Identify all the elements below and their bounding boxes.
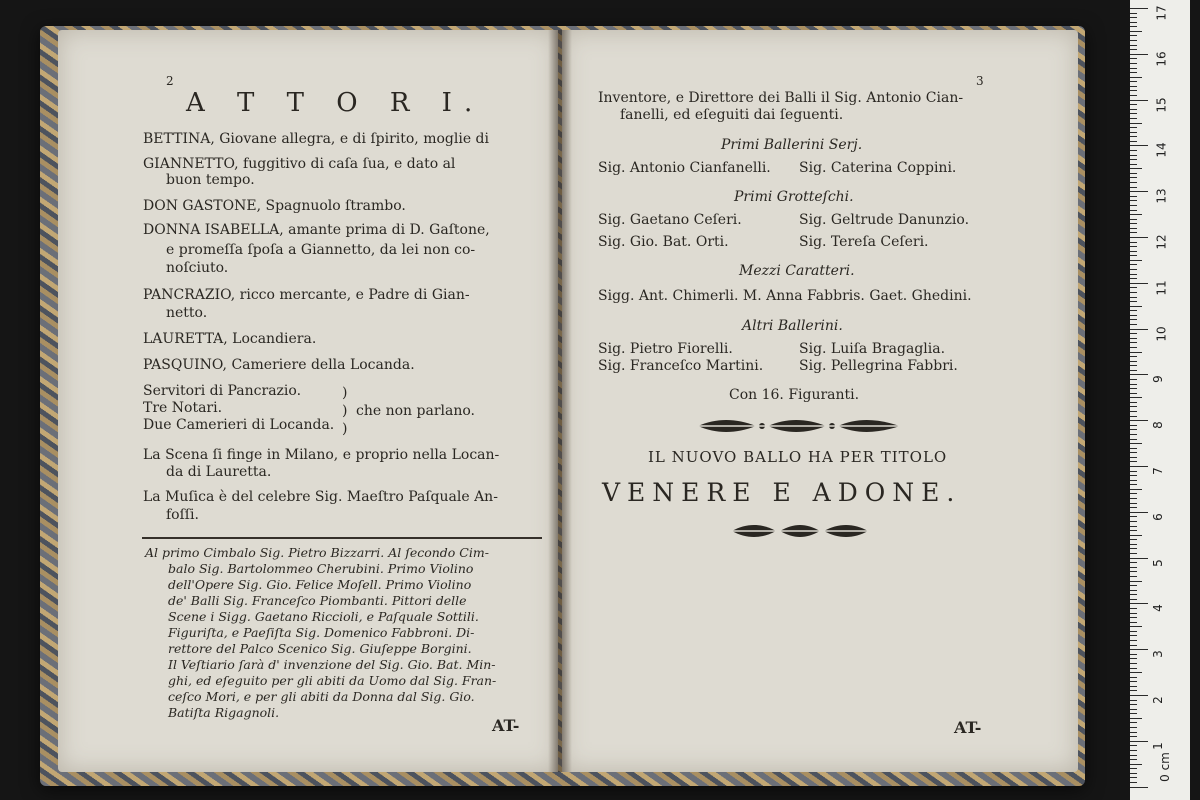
cast-line: LAURETTA, Locandiera. — [143, 331, 317, 347]
ruler-tick — [1130, 764, 1142, 765]
ruler-tick — [1130, 608, 1137, 609]
ruler-tick — [1130, 113, 1137, 114]
cast-line: PASQUINO, Cameriere della Locanda. — [143, 357, 415, 373]
ruler-tick — [1130, 782, 1137, 783]
ruler-tick — [1130, 242, 1137, 243]
ruler-tick — [1130, 668, 1137, 669]
left-page-number: 2 — [166, 74, 174, 88]
ruler-tick — [1130, 548, 1137, 549]
ruler-tick — [1130, 732, 1137, 733]
ruler-tick — [1130, 658, 1137, 659]
ruler-tick — [1130, 370, 1137, 371]
ruler-tick — [1130, 374, 1148, 375]
silent-role: Tre Notari. — [143, 400, 223, 416]
ruler-label: 8 — [1150, 421, 1165, 430]
ruler-tick — [1130, 603, 1148, 604]
separator-rule — [142, 537, 542, 539]
ruler-tick — [1130, 484, 1137, 485]
ruler-tick — [1130, 585, 1137, 586]
ruler-tick — [1130, 773, 1137, 774]
ruler-tick — [1130, 741, 1148, 742]
ruler-tick — [1130, 686, 1137, 687]
ruler-tick — [1130, 40, 1137, 41]
ruler-tick — [1130, 90, 1137, 91]
ruler-label: 17 — [1154, 5, 1169, 21]
ruler-tick — [1130, 77, 1142, 78]
ruler-tick — [1130, 338, 1137, 339]
ruler-tick — [1130, 443, 1142, 444]
credits-line: Figuriſta, e Paeſiſta Sig. Domenico Fabbroni. Di- — [168, 625, 475, 640]
ruler-tick — [1130, 164, 1137, 165]
ruler-tick — [1130, 429, 1137, 430]
bracket: ) — [342, 385, 348, 401]
ruler-tick — [1130, 489, 1142, 490]
ruler-tick — [1130, 45, 1137, 46]
ruler-tick — [1130, 700, 1137, 701]
ruler-label: 14 — [1154, 142, 1169, 159]
ruler-tick — [1130, 168, 1142, 169]
ruler-tick — [1130, 187, 1137, 188]
ruler-tick — [1130, 232, 1137, 233]
credits-line: dell'Opere Sig. Gio. Felice Moſell. Primo Violino — [168, 577, 472, 592]
credits-line: Il Veſtiario ſarà d' invenzione del Sig. Gio. Bat. Min- — [168, 657, 496, 672]
ruler-tick — [1130, 219, 1137, 220]
ruler-tick — [1130, 759, 1137, 760]
ruler-tick — [1130, 100, 1148, 101]
ruler-tick — [1130, 278, 1137, 279]
ruler-tick — [1130, 745, 1137, 746]
ruler-tick — [1130, 755, 1137, 756]
ruler-tick — [1130, 590, 1137, 591]
ruler-tick — [1130, 347, 1137, 348]
ruler-tick — [1130, 640, 1137, 641]
silent-role: Due Camerieri di Locanda. — [143, 417, 335, 433]
cast-line: PANCRAZIO, ricco mercante, e Padre di Gian- — [143, 287, 470, 303]
cast-line: DONNA ISABELLA, amante prima di D. Gaſtone, — [143, 222, 490, 238]
ruler-tick — [1130, 109, 1137, 110]
ruler-tick — [1130, 663, 1137, 664]
cast-line: noſciuto. — [166, 260, 229, 276]
credits-line: Batiſta Rigagnoli. — [168, 705, 280, 720]
credits-line: rettore del Palco Scenico Sig. Giuſeppe Borgini. — [168, 641, 472, 656]
ruler-tick — [1130, 292, 1137, 293]
ruler-tick — [1130, 26, 1137, 27]
cast-line: e promeſſa ſpoſa a Giannetto, da lei non co- — [166, 242, 476, 258]
right-page-number: 3 — [976, 74, 984, 88]
dancer-name: Sig. Caterina Coppini. — [799, 160, 957, 176]
ruler-tick — [1130, 411, 1137, 412]
ruler-tick — [1130, 54, 1148, 55]
ruler-tick — [1130, 361, 1137, 362]
ruler-tick — [1130, 695, 1148, 696]
ruler-tick — [1130, 329, 1148, 330]
ruler-tick — [1130, 493, 1137, 494]
ruler-tick — [1130, 104, 1137, 105]
ruler-tick — [1130, 58, 1137, 59]
ruler-tick — [1130, 558, 1148, 559]
floral-ornament-icon — [730, 521, 870, 541]
measuring-ruler — [1130, 0, 1190, 800]
right-catchword: AT- — [954, 718, 982, 737]
credits-line: Al primo Cimbalo Sig. Pietro Bizzarri. Al ſecondo Cim- — [145, 545, 489, 560]
ruler-tick — [1130, 654, 1137, 655]
ruler-tick — [1130, 251, 1137, 252]
ruler-tick — [1130, 132, 1137, 133]
ruler-tick — [1130, 562, 1137, 563]
ruler-tick — [1130, 81, 1137, 82]
ruler-tick — [1130, 452, 1137, 453]
ruler-tick — [1130, 594, 1137, 595]
ruler-tick — [1130, 35, 1137, 36]
ruler-tick — [1130, 356, 1137, 357]
ruler-tick — [1130, 475, 1137, 476]
ruler-tick — [1130, 768, 1137, 769]
ruler-tick — [1130, 530, 1137, 531]
ruler-tick — [1130, 617, 1137, 618]
ruler-tick — [1130, 365, 1137, 366]
section-heading: Primi Ballerini Serj. — [721, 137, 863, 153]
ruler-label: 16 — [1154, 51, 1169, 67]
cast-line: BETTINA, Giovane allegra, e di ſpirito, moglie di — [143, 131, 489, 147]
ruler-tick — [1130, 787, 1148, 788]
ruler-tick — [1130, 13, 1137, 14]
ruler-tick — [1130, 324, 1137, 325]
ruler-tick — [1130, 155, 1137, 156]
ruler-tick — [1130, 191, 1148, 192]
ruler-tick — [1130, 690, 1137, 691]
ruler-tick — [1130, 379, 1137, 380]
dancer-name: Sigg. Ant. Chimerli. M. Anna Fabbris. Gaet. Ghedini. — [598, 288, 972, 304]
ruler-tick — [1130, 310, 1137, 311]
ruler-tick — [1130, 521, 1137, 522]
music-line: La Muſica è del celebre Sig. Maeſtro Paſquale An- — [143, 489, 498, 505]
ruler-label: 10 — [1154, 325, 1169, 342]
ruler-tick — [1130, 439, 1137, 440]
ruler-tick — [1130, 315, 1137, 316]
left-catchword: AT- — [492, 716, 520, 735]
ruler-tick — [1130, 507, 1137, 508]
ruler-tick — [1130, 704, 1137, 705]
ruler-tick — [1130, 425, 1137, 426]
ruler-tick — [1130, 223, 1137, 224]
ruler-tick — [1130, 264, 1137, 265]
ruler-tick — [1130, 727, 1137, 728]
ruler-tick — [1130, 255, 1137, 256]
ruler-tick — [1130, 722, 1137, 723]
ruler-tick — [1130, 539, 1137, 540]
ruler-tick — [1130, 17, 1137, 18]
ballet-title: VENERE E ADONE. — [602, 478, 962, 507]
ruler-label: 2 — [1150, 696, 1165, 704]
ruler-label: 4 — [1150, 604, 1165, 613]
intro-line: fanelli, ed eſeguiti dai ſeguenti. — [620, 107, 844, 123]
ruler-tick — [1130, 63, 1137, 64]
bracket: ) — [342, 403, 348, 419]
ruler-tick — [1130, 526, 1137, 527]
ruler-label: 1 — [1150, 741, 1165, 750]
ruler-label: 3 — [1150, 650, 1165, 659]
ruler-label: 15 — [1154, 96, 1169, 113]
credits-line: de' Balli Sig. Franceſco Piombanti. Pittori delle — [168, 593, 467, 608]
dancer-name: Sig. Gio. Bat. Orti. — [598, 234, 729, 250]
ruler-tick — [1130, 677, 1137, 678]
cast-line: DON GASTONE, Spagnuolo ſtrambo. — [143, 198, 406, 214]
dancer-name: Sig. Pietro Fiorelli. — [598, 341, 733, 357]
ruler-tick — [1130, 503, 1137, 504]
ruler-tick — [1130, 420, 1148, 421]
ruler-tick — [1130, 214, 1142, 215]
ruler-tick — [1130, 173, 1137, 174]
ruler-label: 11 — [1154, 280, 1169, 296]
ruler-tick — [1130, 269, 1137, 270]
credits-line: Scene i Sigg. Gaetano Riccioli, e Paſquale Sottili. — [168, 609, 479, 624]
cast-line: buon tempo. — [166, 172, 255, 188]
ruler-tick — [1130, 553, 1137, 554]
ruler-tick — [1130, 512, 1148, 513]
ruler-tick — [1130, 150, 1137, 151]
ruler-tick — [1130, 205, 1137, 206]
dancer-name: Sig. Pellegrina Fabbri. — [799, 358, 958, 374]
credits-line: ghi, ed eſeguito per gli abiti da Uomo dal Sig. Fran- — [168, 673, 497, 688]
scene-line: La Scena ſi finge in Milano, e proprio nella Locan- — [143, 447, 500, 463]
ruler-tick — [1130, 118, 1137, 119]
ruler-tick — [1130, 228, 1137, 229]
dancer-name: Sig. Tereſa Ceſeri. — [799, 234, 929, 250]
ruler-tick — [1130, 72, 1137, 73]
ruler-tick — [1130, 200, 1137, 201]
section-heading: Primi Grotteſchi. — [734, 189, 854, 205]
ruler-tick — [1130, 750, 1137, 751]
dancer-name: Sig. Luiſa Bragaglia. — [799, 341, 946, 357]
ruler-label: 13 — [1154, 188, 1169, 204]
ruler-tick — [1130, 123, 1142, 124]
dancer-name: Sig. Gaetano Ceſeri. — [598, 212, 742, 228]
ruler-label: 9 — [1150, 375, 1165, 384]
ruler-tick — [1130, 31, 1142, 32]
ruler-tick — [1130, 210, 1137, 211]
ruler-tick — [1130, 393, 1137, 394]
cast-line: netto. — [166, 305, 208, 321]
ruler-tick — [1130, 136, 1137, 137]
bracket: ) — [342, 421, 348, 437]
credits-line: ceſco Mori, e per gli abiti da Donna dal Sig. Gio. — [168, 689, 475, 704]
ruler-tick — [1130, 416, 1137, 417]
ruler-tick — [1130, 709, 1137, 710]
music-line: foſſi. — [166, 507, 199, 523]
ruler-tick — [1130, 301, 1137, 302]
ruler-tick — [1130, 516, 1137, 517]
figuranti-line: Con 16. Figuranti. — [729, 387, 860, 403]
ruler-tick — [1130, 95, 1137, 96]
silent-note: che non parlano. — [356, 403, 475, 419]
ruler-tick — [1130, 581, 1142, 582]
ruler-tick — [1130, 159, 1137, 160]
ruler-tick — [1130, 384, 1137, 385]
ruler-tick — [1130, 466, 1148, 467]
ruler-tick — [1130, 649, 1148, 650]
ruler-tick — [1130, 127, 1137, 128]
ruler-tick — [1130, 681, 1137, 682]
ruler-tick — [1130, 22, 1137, 23]
ruler-label: 6 — [1150, 512, 1165, 521]
ruler-tick — [1130, 461, 1137, 462]
ruler-tick — [1130, 645, 1137, 646]
ruler-tick — [1130, 613, 1137, 614]
ruler-tick — [1130, 306, 1142, 307]
section-heading: Altri Ballerini. — [742, 318, 843, 334]
dancer-name: Sig. Antonio Cianfanelli. — [598, 160, 771, 176]
ruler-tick — [1130, 388, 1137, 389]
ruler-tick — [1130, 145, 1148, 146]
ballet-intro: IL NUOVO BALLO HA PER TITOLO — [648, 448, 948, 466]
ruler-tick — [1130, 777, 1137, 778]
ruler-tick — [1130, 237, 1148, 238]
ruler-tick — [1130, 448, 1137, 449]
ruler-tick — [1130, 457, 1137, 458]
ruler-tick — [1130, 297, 1137, 298]
ruler-tick — [1130, 622, 1137, 623]
ruler-tick — [1130, 718, 1142, 719]
ruler-tick — [1130, 86, 1137, 87]
silent-role: Servitori di Pancrazio. — [143, 383, 302, 399]
ruler-tick — [1130, 287, 1137, 288]
ruler-tick — [1130, 480, 1137, 481]
floral-ornament-icon — [696, 416, 902, 436]
ruler-tick — [1130, 319, 1137, 320]
ruler-tick — [1130, 177, 1137, 178]
ruler-tick — [1130, 260, 1142, 261]
ruler-tick — [1130, 274, 1137, 275]
ruler-tick — [1130, 196, 1137, 197]
ruler-tick — [1130, 246, 1137, 247]
cast-heading: A T T O R I. — [186, 88, 485, 118]
ruler-tick — [1130, 8, 1148, 9]
ruler-tick — [1130, 713, 1137, 714]
ruler-tick — [1130, 567, 1137, 568]
ruler-tick — [1130, 736, 1137, 737]
ruler-tick — [1130, 406, 1137, 407]
ruler-label: 5 — [1150, 558, 1165, 567]
credits-line: balo Sig. Bartolommeo Cherubini. Primo Violino — [168, 561, 474, 576]
ruler-tick — [1130, 182, 1137, 183]
ruler-tick — [1130, 402, 1137, 403]
ruler-tick — [1130, 352, 1142, 353]
ruler-tick — [1130, 626, 1142, 627]
ruler-tick — [1130, 672, 1142, 673]
dancer-name: Sig. Franceſco Martini. — [598, 358, 764, 374]
book-gutter — [548, 30, 572, 772]
ruler-tick — [1130, 68, 1137, 69]
ruler-label: 12 — [1154, 234, 1169, 250]
ruler-tick — [1130, 283, 1148, 284]
ruler-tick — [1130, 141, 1137, 142]
ruler-tick — [1130, 498, 1137, 499]
ruler-tick — [1130, 576, 1137, 577]
ruler-tick — [1130, 535, 1142, 536]
cast-line: GIANNETTO, fuggitivo di caſa ſua, e dato al — [143, 156, 456, 172]
ruler-label: 7 — [1150, 467, 1165, 475]
ruler-tick — [1130, 635, 1137, 636]
ruler-tick — [1130, 471, 1137, 472]
section-heading: Mezzi Caratteri. — [739, 263, 855, 279]
ruler-tick — [1130, 49, 1137, 50]
dancer-name: Sig. Geltrude Danunzio. — [799, 212, 970, 228]
ruler-tick — [1130, 397, 1142, 398]
ruler-tick — [1130, 333, 1137, 334]
intro-line: Inventore, e Direttore dei Balli il Sig. Antonio Cian- — [598, 90, 964, 106]
ruler-tick — [1130, 342, 1137, 343]
ruler-tick — [1130, 434, 1137, 435]
ruler-tick — [1130, 571, 1137, 572]
ruler-tick — [1130, 631, 1137, 632]
ruler-tick — [1130, 599, 1137, 600]
ruler-tick — [1130, 544, 1137, 545]
scene-line: da di Lauretta. — [166, 464, 272, 480]
ruler-unit: 0 cm — [1157, 752, 1172, 782]
